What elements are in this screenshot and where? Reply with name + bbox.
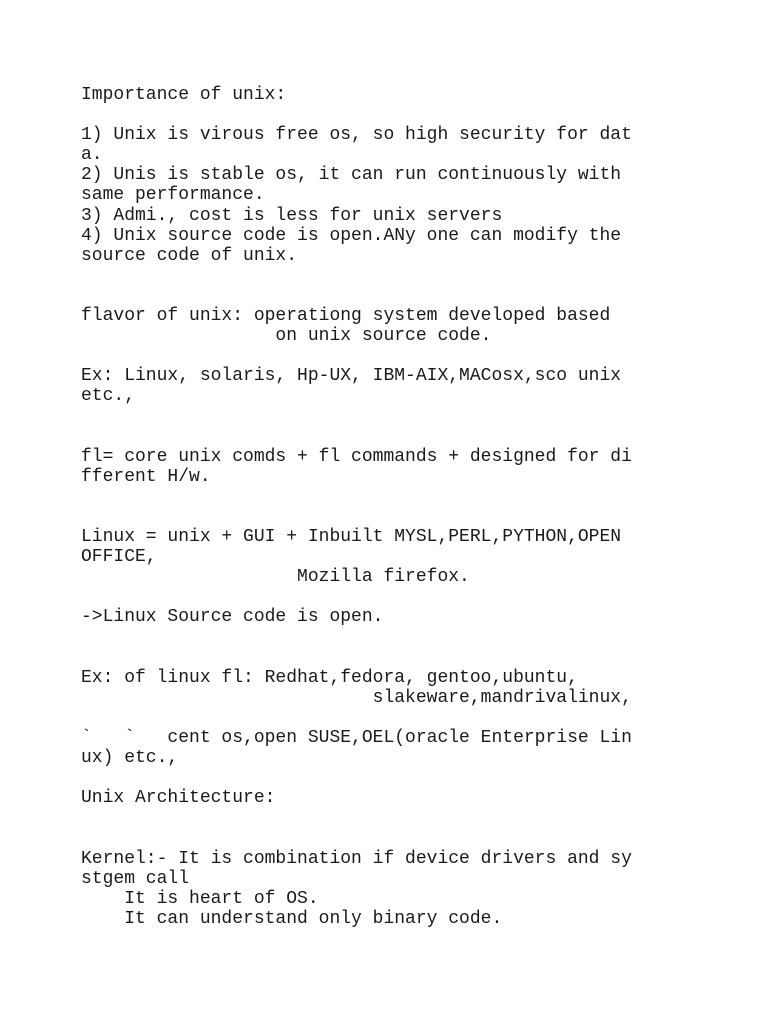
blank-line <box>81 266 741 286</box>
text-line: ` ` cent os,open SUSE,OEL(oracle Enterprise Lin <box>81 728 632 748</box>
blank-line <box>81 768 741 788</box>
text-line: same performance. <box>81 185 265 206</box>
blank-line <box>81 507 741 527</box>
blank-line <box>81 628 741 648</box>
text-line: Kernel:- It is combination if device drivers and sy <box>81 848 632 869</box>
text-line: 1) Unix is virous free os, so high security for dat <box>81 125 632 146</box>
text-line: flavor of unix: operationg system developed based <box>81 306 611 327</box>
text-line: It can understand only binary code. <box>81 908 503 929</box>
text-line: fferent H/w. <box>81 466 211 487</box>
text-line: Ex: Linux, solaris, Hp-UX, IBM-AIX,MACosx,sco unix <box>81 366 622 387</box>
blank-line <box>81 427 741 447</box>
text-line: 3) Admi., cost is less for unix servers <box>81 205 503 226</box>
blank-line <box>81 828 741 848</box>
text-line: fl= core unix comds + fl commands + designed for di <box>81 446 632 467</box>
text-line: on unix source code. <box>81 326 492 347</box>
text-line: 2) Unis is stable os, it can run continuously with <box>81 165 622 186</box>
blank-line <box>81 487 741 507</box>
text-line: slakeware,mandrivalinux, <box>81 687 632 708</box>
blank-line <box>81 808 741 828</box>
blank-line <box>81 587 741 607</box>
text-line: etc., <box>81 386 136 407</box>
text-line: a. <box>81 145 103 166</box>
text-line: ux) etc., <box>81 748 179 769</box>
text-line: source code of unix. <box>81 245 298 266</box>
blank-line <box>81 407 741 427</box>
text-line: ->Linux Source code is open. <box>81 607 384 628</box>
text-line: stgem call <box>81 868 190 889</box>
text-line: Mozilla firefox. <box>81 567 470 588</box>
blank-line <box>81 105 741 125</box>
text-line: Ex: of linux fl: Redhat,fedora, gentoo,ubuntu, <box>81 667 578 688</box>
blank-line <box>81 648 741 668</box>
heading-unix-architecture: Unix Architecture: <box>81 788 276 809</box>
text-line: Linux = unix + GUI + Inbuilt MYSL,PERL,PYTHON,OPEN <box>81 527 622 548</box>
blank-line <box>81 286 741 306</box>
text-line: 4) Unix source code is open.ANy one can modify the <box>81 225 622 246</box>
text-line: OFFICE, <box>81 547 157 568</box>
blank-line <box>81 708 741 728</box>
document-text <box>81 85 741 929</box>
text-line: It is heart of OS. <box>81 888 319 909</box>
heading-importance-of-unix: Importance of unix: <box>81 85 287 105</box>
blank-line <box>81 346 741 366</box>
